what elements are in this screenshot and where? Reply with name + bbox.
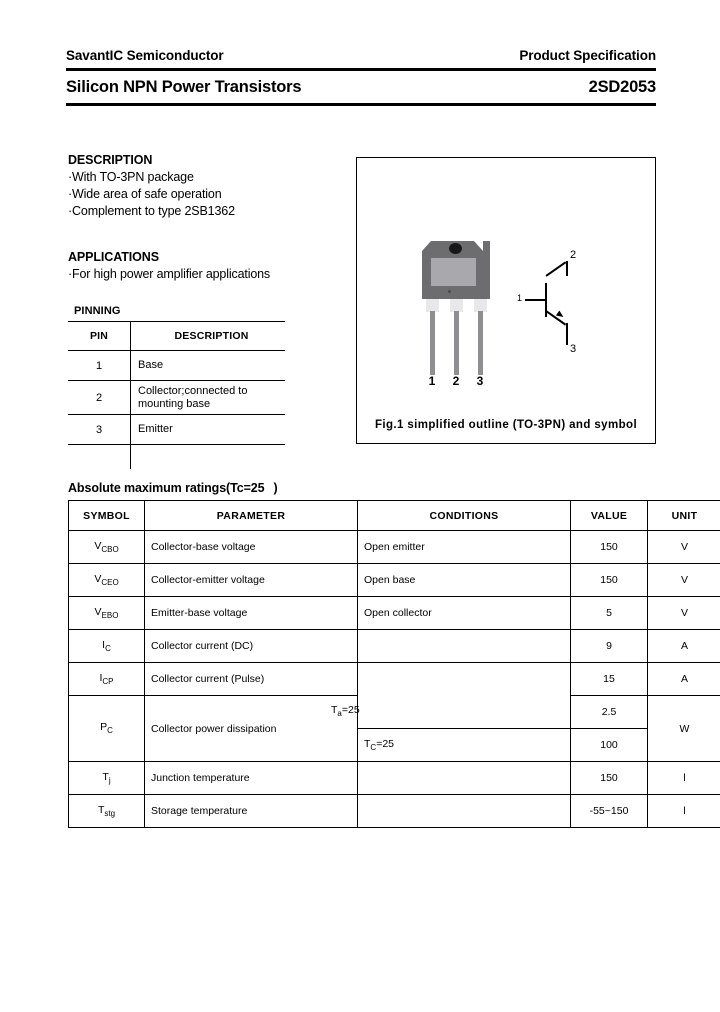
ratings-cell-conditions: [358, 729, 571, 762]
ratings-cell-unit: V: [648, 597, 720, 630]
npn-transistor-symbol-icon: [517, 249, 597, 363]
table-header-row: [68, 322, 285, 351]
ratings-cell-parameter: Emitter-base voltage: [145, 597, 358, 630]
ratings-cell-symbol: [69, 531, 145, 564]
ratings-cell-parameter: Collector current (DC): [145, 630, 358, 663]
table-row: [69, 795, 720, 828]
part-number: 2SD2053: [588, 78, 656, 96]
ratings-cell-conditions: Open collector: [358, 597, 571, 630]
ratings-cell-symbol: [69, 762, 145, 795]
table-row: [69, 597, 720, 630]
ratings-header-unit: UNIT: [648, 501, 720, 531]
description-heading: DESCRIPTION: [68, 153, 153, 167]
applications-section: [68, 249, 348, 283]
header-divider-bottom: [66, 103, 656, 106]
pinning-header-description: DESCRIPTION: [131, 322, 286, 351]
symbol-collector-terminal: [566, 261, 568, 276]
pinning-table: [68, 321, 285, 445]
ratings-title: [68, 481, 278, 495]
condition-tail: =25: [376, 737, 395, 750]
document-type: Product Specification: [519, 48, 656, 63]
ratings-cell-symbol: [69, 663, 145, 696]
symbol-label-collector: 2: [570, 249, 577, 261]
ratings-title-suffix: ): [273, 481, 278, 495]
applications-heading: APPLICATIONS: [68, 250, 159, 264]
condition-subscript: a: [337, 709, 342, 719]
figure-caption: Fig.1 simplified outline (TO-3PN) and symbol: [374, 419, 638, 431]
lead-pin-1: [430, 311, 435, 375]
company-name: SavantIC Semiconductor: [66, 48, 224, 63]
ratings-title-prefix: Absolute maximum ratings(Tc=25: [68, 481, 265, 495]
ratings-cell-unit: A: [648, 663, 720, 696]
description-section: [68, 152, 338, 220]
condition-tail: =25: [341, 704, 360, 716]
symbol-base-lead: [525, 299, 545, 301]
symbol-subscript: C: [107, 726, 113, 736]
pinning-cell-pin: 3: [68, 415, 131, 445]
condition-main: T: [364, 737, 371, 750]
lead-pin-3: [478, 311, 483, 375]
ratings-cell-symbol: [69, 696, 145, 762]
absolute-maximum-ratings-table: [68, 500, 720, 828]
pinning-cell-desc: Base: [131, 351, 286, 381]
symbol-label-emitter: 3: [570, 343, 577, 355]
ratings-cell-symbol: [69, 795, 145, 828]
symbol-main: I: [99, 671, 103, 684]
ratings-cell-conditions: [358, 630, 571, 663]
ratings-cell-parameter: Collector current (Pulse): [145, 663, 358, 696]
symbol-main: V: [94, 605, 102, 618]
symbol-main: I: [102, 638, 106, 651]
ratings-cell-conditions: [358, 762, 571, 795]
ratings-cell-unit: A: [648, 630, 720, 663]
ratings-cell-parameter: Collector-emitter voltage: [145, 564, 358, 597]
page-header: [66, 48, 656, 106]
symbol-subscript: CEO: [101, 578, 119, 588]
symbol-subscript: CBO: [101, 545, 119, 555]
ratings-cell-symbol: [69, 564, 145, 597]
symbol-subscript: CP: [102, 677, 114, 687]
header-top-row: [66, 48, 656, 63]
ratings-cell-unit: V: [648, 531, 720, 564]
ratings-cell-value: 150: [571, 762, 648, 795]
table-row: [69, 762, 720, 795]
symbol-subscript: stg: [104, 809, 116, 819]
ratings-header-parameter: PARAMETER: [145, 501, 358, 531]
pinning-cell-desc: Collector;connected to mounting base: [131, 381, 286, 415]
ratings-cell-parameter: Storage temperature: [145, 795, 358, 828]
symbol-main: T: [97, 803, 105, 816]
package-pin-number: 1: [428, 374, 436, 388]
ratings-cell-unit: V: [648, 564, 720, 597]
symbol-main: T: [102, 770, 109, 783]
description-item: ·Complement to type 2SB1362: [68, 204, 235, 218]
pinning-label: PINNING: [74, 305, 121, 317]
ratings-cell-parameter: Collector power dissipation: [145, 696, 358, 762]
symbol-emitter-terminal: [566, 323, 568, 345]
ratings-cell-conditions: Open base: [358, 564, 571, 597]
ratings-cell-value: 100: [571, 729, 648, 762]
symbol-subscript: j: [108, 776, 111, 786]
symbol-subscript: C: [105, 644, 111, 654]
table-row: [69, 663, 720, 696]
condition-subscript: C: [370, 743, 377, 753]
pinning-column-divider: [130, 321, 131, 469]
table-row: [68, 351, 285, 381]
pinning-cell-desc: Emitter: [131, 415, 286, 445]
lead-pin-2: [454, 311, 459, 375]
table-row: [68, 381, 285, 415]
ratings-cell-value: 5: [571, 597, 648, 630]
ratings-cell-value: 150: [571, 564, 648, 597]
package-marking-dot: [448, 290, 451, 293]
mounting-hole-icon: [449, 243, 462, 254]
pinning-cell-pin: 2: [68, 381, 131, 415]
table-row: [69, 630, 720, 663]
ratings-cell-conditions: [358, 663, 571, 729]
ratings-cell-parameter: Collector-base voltage: [145, 531, 358, 564]
ratings-header-conditions: CONDITIONS: [358, 501, 571, 531]
header-title-row: [66, 78, 656, 97]
package-label-area: [431, 258, 476, 286]
ratings-cell-value: 150: [571, 531, 648, 564]
ratings-header-symbol: SYMBOL: [69, 501, 145, 531]
package-pin-number: 3: [476, 374, 484, 388]
symbol-main: V: [94, 539, 102, 552]
ratings-cell-value: 2.5: [571, 696, 648, 729]
table-row: [69, 531, 720, 564]
ratings-cell-unit: l: [648, 762, 720, 795]
condition-main: T: [331, 704, 338, 716]
ratings-header-value: VALUE: [571, 501, 648, 531]
symbol-subscript: EBO: [101, 611, 119, 621]
description-item: ·Wide area of safe operation: [68, 187, 222, 201]
ratings-cell-unit: W: [648, 696, 720, 762]
figure-box: [356, 157, 656, 444]
symbol-collector-lead: [545, 261, 566, 276]
symbol-label-base: 1: [517, 293, 523, 303]
condition-ta-25: [331, 704, 369, 718]
header-divider-top: [66, 68, 656, 71]
symbol-main: V: [94, 572, 102, 585]
page-title: Silicon NPN Power Transistors: [66, 78, 302, 96]
package-corner-right: [474, 241, 483, 251]
table-row: [69, 564, 720, 597]
symbol-main: P: [100, 721, 108, 734]
ratings-cell-value: -55~150: [571, 795, 648, 828]
ratings-cell-value: 9: [571, 630, 648, 663]
ratings-cell-conditions: Open emitter: [358, 531, 571, 564]
transistor-package-icon: [415, 241, 497, 401]
table-header-row: [69, 501, 720, 531]
ratings-cell-symbol: [69, 630, 145, 663]
ratings-cell-parameter: Junction temperature: [145, 762, 358, 795]
package-corner-left: [422, 241, 431, 251]
applications-item: ·For high power amplifier applications: [68, 267, 271, 281]
ratings-cell-symbol: [69, 597, 145, 630]
package-pin-number: 2: [452, 374, 460, 388]
pinning-header-pin: PIN: [68, 322, 131, 351]
table-row: [68, 415, 285, 445]
ratings-cell-conditions: [358, 795, 571, 828]
pinning-cell-pin: 1: [68, 351, 131, 381]
ratings-cell-unit: l: [648, 795, 720, 828]
description-item: ·With TO-3PN package: [68, 170, 194, 184]
ratings-cell-value: 15: [571, 663, 648, 696]
